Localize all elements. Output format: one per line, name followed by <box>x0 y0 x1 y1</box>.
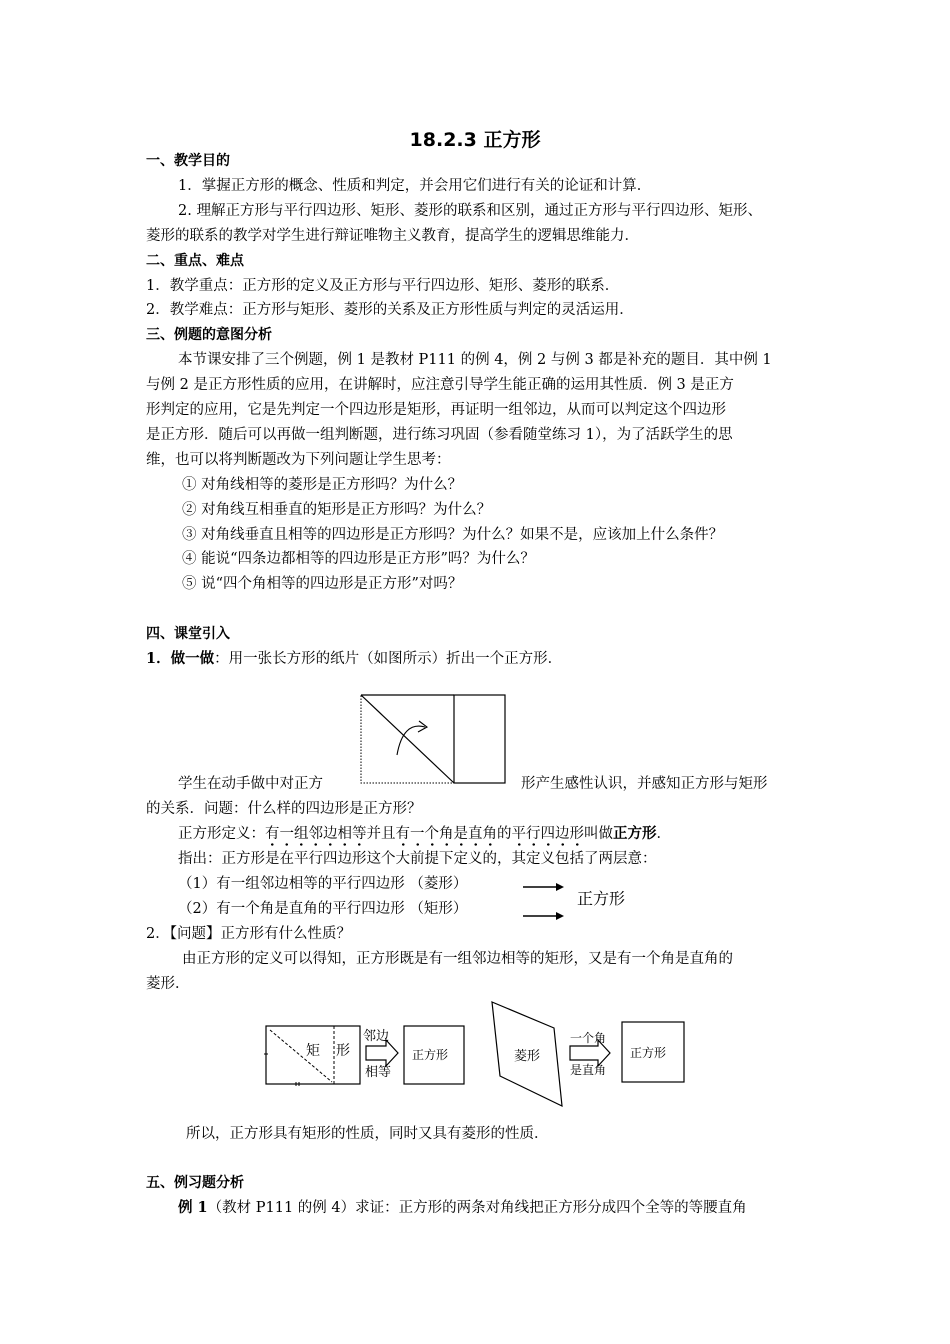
question-item: ① 对角线相等的菱形是正方形吗？为什么？ <box>182 477 463 493</box>
bold-label: 例 1 <box>178 1199 208 1216</box>
paragraph: 本节课安排了三个例题，例 1 是教材 P111 的例 4，例 2 与例 3 都是补充的题目．其中例 1 <box>178 352 772 368</box>
paragraph: 是正方形．随后可以再做一组判断题，进行练习巩固（参看随堂练习 1），为了活跃学生的思 <box>146 427 733 443</box>
question-item: ② 对角线互相垂直的矩形是正方形吗？为什么？ <box>182 502 492 518</box>
paragraph: 维，也可以将判断题改为下列问题让学生思考： <box>146 452 451 468</box>
paragraph <box>178 1196 747 1220</box>
paragraph: 学生在动手做中对正方 <box>178 776 323 792</box>
paragraph: 1．教学重点：正方形的定义及正方形与平行四边形、矩形、菱形的联系． <box>146 278 620 294</box>
text: ：用一张长方形的纸片（如图所示）折出一个正方形． <box>214 651 563 667</box>
text: 叫做 <box>584 826 613 842</box>
result-label: 正方形 <box>577 889 626 908</box>
arrow2-top-label: 一个角 <box>570 1031 607 1045</box>
arrow-right-icon <box>556 883 564 891</box>
emphasis-dotted: 平行四边形 <box>512 826 585 847</box>
condition-item: （1）有一组邻边相等的平行四边形 （菱形） <box>178 876 468 892</box>
emphasis-dotted: 有一个角是直角 <box>396 826 498 847</box>
paragraph: 菱形的联系的教学对学生进行辩证唯物主义教育，提高学生的逻辑思维能力． <box>146 228 639 244</box>
text: （教材 P111 的例 4）求证：正方形的两条对角线把正方形分成四个全等的等腰直角 <box>207 1200 747 1216</box>
paragraph: 2．教学难点：正方形与矩形、菱形的关系及正方形性质与判定的灵活运用． <box>146 302 634 318</box>
square2-label: 正方形 <box>630 1046 667 1060</box>
question-item: ⑤ 说“四个角相等的四边形是正方形”对吗？ <box>182 576 463 592</box>
paragraph: 指出：正方形是在平行四边形这个大前提下定义的，其定义包括了两层意： <box>178 851 657 867</box>
question-item: ④ 能说“四条边都相等的四边形是正方形”吗？为什么？ <box>182 551 535 567</box>
text: 的 <box>497 826 512 842</box>
paragraph: 形产生感性认识，并感知正方形与矩形 <box>521 776 768 792</box>
section-heading-example-intent: 三、例题的意图分析 <box>146 327 272 343</box>
section-heading-examples: 五、例习题分析 <box>146 1175 244 1191</box>
arrow-right-icon <box>556 912 564 920</box>
paragraph: 所以，正方形具有矩形的性质，同时又具有菱形的性质． <box>186 1126 549 1142</box>
section-heading-objectives: 一、教学目的 <box>146 153 230 169</box>
bold-label: 1．做一做 <box>146 650 215 667</box>
paragraph: 与例 2 是正方形性质的应用，在讲解时，应注意引导学生能正确的运用其性质．例 3 是正方 <box>146 377 734 393</box>
text: 并且 <box>366 826 396 842</box>
arrow1-top-label: 邻边 <box>363 1029 390 1044</box>
arrow1-bottom-label: 相等 <box>365 1065 392 1080</box>
square1-label: 正方形 <box>412 1048 449 1062</box>
rect-label-b: 形 <box>336 1043 350 1059</box>
paragraph: 菱形． <box>146 976 190 992</box>
rectangle-strip <box>454 695 505 783</box>
fold-line <box>361 695 454 783</box>
paragraph <box>146 647 562 671</box>
paper-fold-figure <box>359 693 509 785</box>
paragraph: 2．【问题】正方形有什么性质？ <box>146 926 351 942</box>
paragraph: 1．掌握正方形的概念、性质和判定，并会用它们进行有关的论证和计算． <box>178 178 652 194</box>
rect-label-a: 矩 <box>306 1043 320 1059</box>
text: ． <box>656 826 671 842</box>
paragraph: 的关系．问题：什么样的四边形是正方形？ <box>146 801 422 817</box>
paragraph: 由正方形的定义可以得知，正方形既是有一组邻边相等的矩形，又是有一个角是直角的 <box>182 951 733 967</box>
text: 正方形定义： <box>178 826 265 842</box>
section-heading-intro: 四、课堂引入 <box>146 626 230 642</box>
paragraph: 形判定的应用，它是先判定一个四边形是矩形，再证明一组邻边，从而可以判定这个四边形 <box>146 402 726 418</box>
section-heading-key-points: 二、重点、难点 <box>146 253 244 269</box>
property-diagram <box>262 1000 690 1112</box>
rhombus-label: 菱形 <box>514 1049 541 1064</box>
paragraph: 2. 理解正方形与平行四边形、矩形、菱形的联系和区别，通过正方形与平行四边形、矩形、 <box>178 203 762 219</box>
question-item: ③ 对角线垂直且相等的四边形是正方形吗？为什么？如果不是，应该加上什么条件？ <box>182 527 724 543</box>
page-title: 18.2.3 正方形 <box>409 129 541 151</box>
emphasis-dotted: 有一组邻边相等 <box>265 826 367 847</box>
arrow2-bottom-label: 是直角 <box>570 1063 607 1077</box>
square-definition <box>178 822 671 846</box>
condition-item: （2）有一个角是直角的平行四边形 （矩形） <box>178 901 468 917</box>
bold-term: 正方形 <box>613 825 657 842</box>
